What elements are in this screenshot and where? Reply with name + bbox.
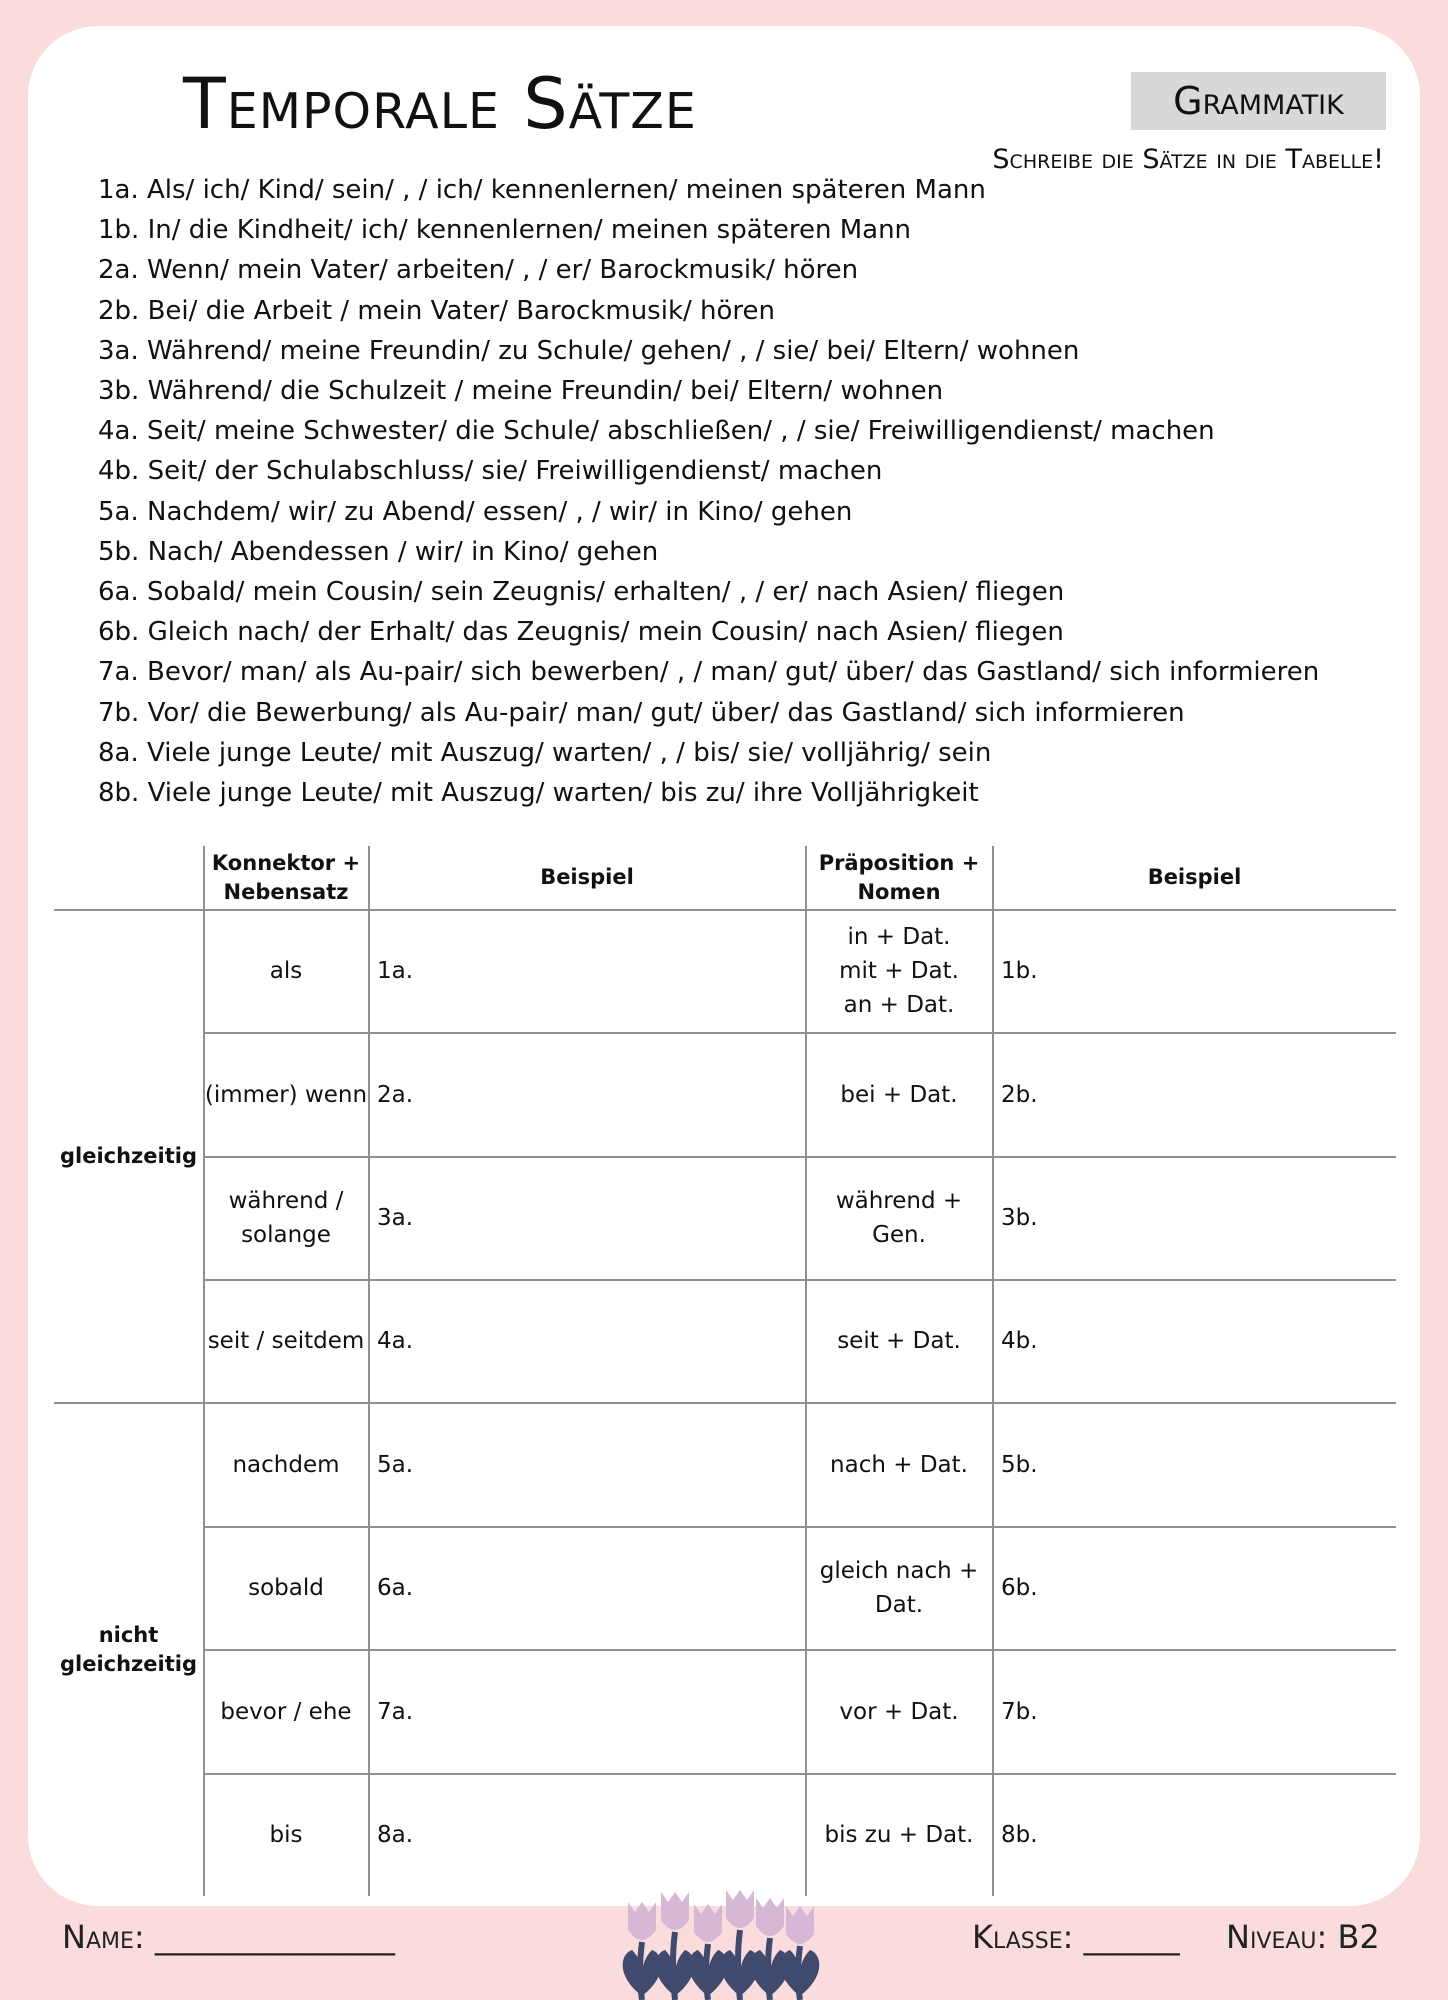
sentence-item: 4a. Seit/ meine Schwester/ die Schule/ abschließen/ , / sie/ Freiwilligendienst/ machen bbox=[98, 416, 1215, 447]
sentence-item: 3b. Während/ die Schulzeit / meine Freundin/ bei/ Eltern/ wohnen bbox=[98, 376, 944, 407]
name-field: Name: _______________ bbox=[62, 1918, 395, 1956]
header-example-1: Beispiel bbox=[540, 865, 634, 889]
sentence-item: 4b. Seit/ der Schulabschluss/ sie/ Freiwilligendienst/ machen bbox=[98, 456, 883, 487]
instruction-text: Schreibe die Sätze in die Tabelle! bbox=[992, 144, 1384, 175]
example-b-cell: 8b. bbox=[1001, 1822, 1038, 1848]
connector-cell: als bbox=[269, 958, 303, 984]
preposition-cell: während + Gen. bbox=[835, 1188, 963, 1248]
example-a-cell: 7a. bbox=[377, 1698, 414, 1725]
tulip-bloom bbox=[756, 1898, 784, 1936]
tulip-bloom bbox=[726, 1890, 754, 1928]
klasse-field: Klasse: ______ bbox=[972, 1918, 1180, 1956]
connector-cell: während / solange bbox=[228, 1188, 344, 1248]
example-a-cell: 8a. bbox=[377, 1822, 414, 1848]
sentence-item: 1b. In/ die Kindheit/ ich/ kennenlernen/ meinen späteren Mann bbox=[98, 215, 912, 246]
example-b-cell: 3b. bbox=[1001, 1205, 1038, 1231]
header-example-2: Beispiel bbox=[1147, 865, 1242, 889]
header-connector: Konnektor + Nebensatz bbox=[211, 850, 361, 904]
tulip-bloom bbox=[661, 1892, 689, 1930]
sentence-item: 5a. Nachdem/ wir/ zu Abend/ essen/ , / wir/ in Kino/ gehen bbox=[98, 496, 853, 527]
page-title: Temporale Sätze bbox=[183, 63, 697, 145]
example-a-cell: 5a. bbox=[377, 1451, 414, 1478]
sentence-item: 7b. Vor/ die Bewerbung/ als Au-pair/ man/ gut/ über/ das Gastland/ sich informieren bbox=[98, 697, 1185, 728]
preposition-cell: in + Dat. mit + Dat. an + Dat. bbox=[839, 924, 959, 1018]
sentence-item: 8a. Viele junge Leute/ mit Auszug/ warten/ , / bis/ sie/ volljährig/ sein bbox=[98, 737, 992, 768]
example-a-cell: 3a. bbox=[377, 1205, 414, 1231]
example-b-cell: 5b. bbox=[1001, 1451, 1038, 1478]
tulip-bloom bbox=[694, 1904, 722, 1942]
preposition-cell: vor + Dat. bbox=[839, 1698, 959, 1725]
example-b-cell: 2b. bbox=[1001, 1081, 1038, 1108]
niveau-label: Niveau: B2 bbox=[1226, 1918, 1380, 1956]
example-b-cell: 4b. bbox=[1001, 1328, 1038, 1354]
header-preposition: Präposition + Nomen bbox=[818, 850, 980, 904]
sentence-item: 7a. Bevor/ man/ als Au-pair/ sich bewerben/ , / man/ gut/ über/ das Gastland/ sich informieren bbox=[98, 657, 1320, 688]
preposition-cell: gleich nach + Dat. bbox=[819, 1558, 979, 1618]
sentence-item: 6a. Sobald/ mein Cousin/ sein Zeugnis/ erhalten/ , / er/ nach Asien/ fliegen bbox=[98, 577, 1065, 608]
connector-cell: bis bbox=[269, 1822, 303, 1848]
preposition-cell: nach + Dat. bbox=[830, 1451, 968, 1478]
connector-cell: sobald bbox=[248, 1575, 324, 1601]
example-b-cell: 7b. bbox=[1001, 1698, 1038, 1725]
connector-cell: (immer) wenn bbox=[204, 1081, 368, 1108]
example-a-cell: 2a. bbox=[377, 1081, 414, 1108]
example-a-cell: 6a. bbox=[377, 1575, 414, 1601]
connector-cell: nachdem bbox=[232, 1451, 340, 1478]
tulip-bloom bbox=[628, 1902, 656, 1940]
preposition-cell: bei + Dat. bbox=[840, 1081, 958, 1108]
preposition-cell: bis zu + Dat. bbox=[824, 1822, 974, 1848]
example-b-cell: 1b. bbox=[1001, 958, 1038, 984]
sentence-item: 2a. Wenn/ mein Vater/ arbeiten/ , / er/ Barockmusik/ hören bbox=[98, 255, 859, 286]
connector-cell: bevor / ehe bbox=[220, 1698, 352, 1725]
preposition-cell: seit + Dat. bbox=[837, 1328, 961, 1354]
sentence-item: 3a. Während/ meine Freundin/ zu Schule/ gehen/ , / sie/ bei/ Eltern/ wohnen bbox=[98, 335, 1080, 366]
tulip-bloom bbox=[786, 1906, 814, 1944]
example-a-cell: 1a. bbox=[377, 958, 414, 984]
sentence-item: 1a. Als/ ich/ Kind/ sein/ , / ich/ kennenlernen/ meinen späteren Mann bbox=[98, 175, 986, 205]
sentence-item: 5b. Nach/ Abendessen / wir/ in Kino/ gehen bbox=[98, 536, 659, 567]
connector-cell: seit / seitdem bbox=[207, 1328, 365, 1354]
sentence-item: 6b. Gleich nach/ der Erhalt/ das Zeugnis/ mein Cousin/ nach Asien/ fliegen bbox=[98, 617, 1064, 648]
sentence-item: 2b. Bei/ die Arbeit / mein Vater/ Barockmusik/ hören bbox=[98, 295, 776, 326]
example-a-cell: 4a. bbox=[377, 1328, 414, 1354]
sentence-list bbox=[98, 170, 1319, 813]
tulip-decoration-icon bbox=[620, 1880, 830, 2000]
example-b-cell: 6b. bbox=[1001, 1575, 1038, 1601]
sentence-item: 8b. Viele junge Leute/ mit Auszug/ warten/ bis zu/ ihre Volljährigkeit bbox=[98, 778, 979, 809]
group-label-nicht-gleichzeitig: nicht gleichzeitig bbox=[59, 1622, 197, 1676]
group-label-gleichzeitig: gleichzeitig bbox=[59, 1143, 197, 1168]
grammar-badge: Grammatik bbox=[1131, 72, 1386, 130]
